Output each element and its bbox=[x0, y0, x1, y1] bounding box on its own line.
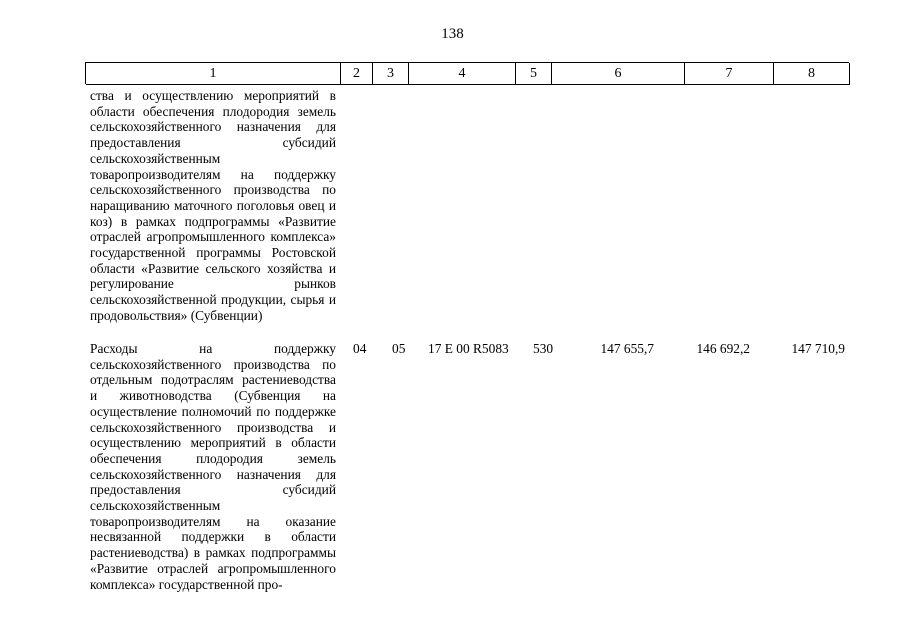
row-2-amount-col6: 147 655,7 bbox=[600, 341, 654, 356]
row-2-target-article: 17 Е 00 R5083 bbox=[428, 341, 509, 356]
column-header-3: 3 bbox=[373, 63, 409, 85]
page-number: 138 bbox=[441, 26, 464, 42]
row-2-subsection-code: 05 bbox=[392, 341, 406, 356]
column-header-4: 4 bbox=[409, 63, 516, 85]
column-header-6: 6 bbox=[552, 63, 685, 85]
column-header-7: 7 bbox=[685, 63, 774, 85]
column-header-2: 2 bbox=[341, 63, 373, 85]
column-header-8: 8 bbox=[774, 63, 850, 85]
column-header-1: 1 bbox=[86, 63, 341, 85]
row-2-expense-type: 530 bbox=[533, 341, 554, 356]
row-1-description: ства и осуществлению мероприятий в области обеспечения плодородия земель сельскохозяйственного назначения для предоставления субсидий сельскохозяйственным товаропроизводителям на поддержку сельскохозяйственного производства по наращиванию маточного поголовья овец и коз) в рамках подпрограммы «Развитие отраслей агропромышленного комплекса» государственной программы Ростовской области «Развитие сельского хозяйства и регулирование рынков сельскохозяйственной продукции, сырья и продовольствия» (Субвенции) bbox=[90, 88, 336, 323]
row-2-amount-col7: 146 692,2 bbox=[696, 341, 750, 356]
table-header-row bbox=[85, 62, 849, 84]
row-2-section-code: 04 bbox=[353, 341, 367, 356]
column-header-5: 5 bbox=[516, 63, 552, 85]
row-2-description: Расходы на поддержку сельскохозяйственного производства по отдельным подотраслям растениеводства и животноводства (Субвенция на осуществление полномочий по поддержке сельскохозяйственного производства и осуществлению мероприятий в области обеспечения плодородия земель сельскохозяйственного назначения для предоставления субсидий сельскохозяйственным товаропроизводителям на оказание несвязанной поддержки в области растениеводства) в рамках подпрограммы «Развитие отраслей агропромышленного комплекса» государственной про- bbox=[90, 341, 336, 592]
row-2-amount-col8: 147 710,9 bbox=[791, 341, 845, 356]
